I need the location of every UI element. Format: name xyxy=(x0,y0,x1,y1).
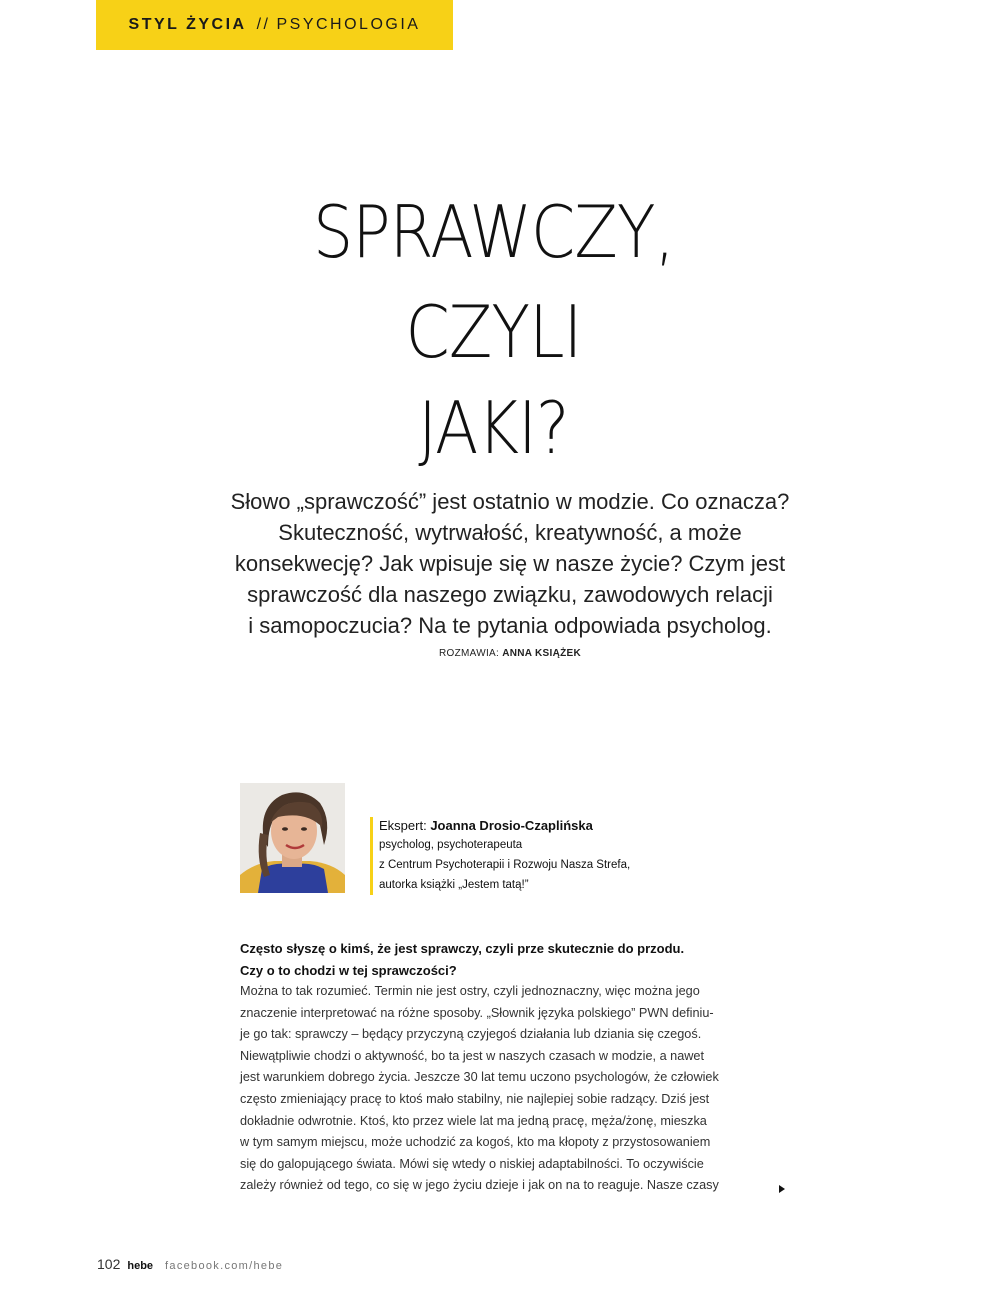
byline xyxy=(0,648,987,659)
section-sub: PSYCHOLOGIA xyxy=(276,16,421,33)
answer-line: Można to tak rozumieć. Termin nie jest ostry, czyli jednoznaczny, więc można jego xyxy=(240,984,700,998)
lead-line: i samopoczucia? Na te pytania odpowiada psycholog. xyxy=(248,613,772,638)
page-number: 102 xyxy=(97,1256,121,1272)
byline-name: ANNA KSIĄŻEK xyxy=(502,648,581,659)
expert-photo xyxy=(240,783,345,893)
expert-detail: autorka książki „Jestem tatą!” xyxy=(379,879,529,891)
expert-detail: psycholog, psychoterapeuta xyxy=(379,839,523,851)
answer-line: zależy również od tego, co się w jego życiu dzieje i jak on na to reaguje. Nasze czasy xyxy=(240,1178,719,1193)
page-footer xyxy=(97,1256,283,1272)
headline-line-3: JAKI? xyxy=(418,386,569,470)
headline-line-1: SPRAWCZY, xyxy=(313,190,674,274)
byline-label: ROZMAWIA: xyxy=(439,648,500,659)
expert-box xyxy=(370,817,630,895)
expert-label: Ekspert: xyxy=(379,818,427,833)
expert-name: Joanna Drosio-Czaplińska xyxy=(430,818,593,833)
lead-line: konsekwecję? Jak wpisuje się w nasze życie? Czym jest xyxy=(234,551,786,576)
answer-line: się do galopującego świata. Mówi się wtedy o niskiej adaptabilności. To oczywiście xyxy=(240,1156,704,1171)
lead-line: Słowo „sprawczość” jest ostatnio w modzie. Co oznacza? xyxy=(230,489,790,514)
headline-line-2: CZYLI xyxy=(405,290,582,374)
interview-question xyxy=(240,938,780,981)
section-tag xyxy=(96,0,453,50)
question-line: Czy o to chodzi w tej sprawczości? xyxy=(240,962,457,978)
section-main: STYL ŻYCIA xyxy=(128,16,247,33)
answer-line: dokładnie odwrotnie. Ktoś, kto przez wiele lat ma jedną pracę, męża/żonę, mieszka xyxy=(240,1113,707,1128)
expert-detail: z Centrum Psychoterapii i Rozwoju Nasza Strefa, xyxy=(379,859,631,871)
play-triangle-icon xyxy=(779,1185,785,1193)
expert-heading xyxy=(379,817,630,835)
brand-logo: hebe xyxy=(127,1260,154,1272)
answer-line: Niewątpliwie chodzi o aktywność, bo ta jest w naszych czasach w modzie, a nawet xyxy=(240,1048,705,1063)
interview-answer xyxy=(240,981,760,1197)
answer-line: jest warunkiem dobrego życia. Jeszcze 30 lat temu uczono psychologów, że człowiek xyxy=(240,1070,719,1085)
lead-line: Skuteczność, wytrwałość, kreatywność, a może xyxy=(278,520,742,545)
answer-line: je go tak: sprawczy – będący przyczyną czyjegoś działania lub dziania się czegoś. xyxy=(240,1027,702,1042)
answer-line: w tym samym miejscu, może uchodzić za kogoś, kto ma kłopoty z przystosowaniem xyxy=(240,1135,711,1150)
section-separator: // xyxy=(256,16,271,33)
social-link[interactable]: facebook.com/hebe xyxy=(165,1260,284,1272)
answer-line: często zmieniający pracę to ktoś mało stabilny, nie najlepiej sobie radzący. Dziś jest xyxy=(240,1091,710,1106)
question-line: Często słyszę o kimś, że jest sprawczy, czyli prze skutecznie do przodu. xyxy=(240,941,685,956)
answer-line: znaczenie interpretować na różne sposoby. „Słownik języka polskiego” PWN definiu- xyxy=(240,1005,714,1020)
lead-line: sprawczość dla naszego związku, zawodowych relacji xyxy=(247,582,773,607)
lead-paragraph xyxy=(190,486,830,641)
